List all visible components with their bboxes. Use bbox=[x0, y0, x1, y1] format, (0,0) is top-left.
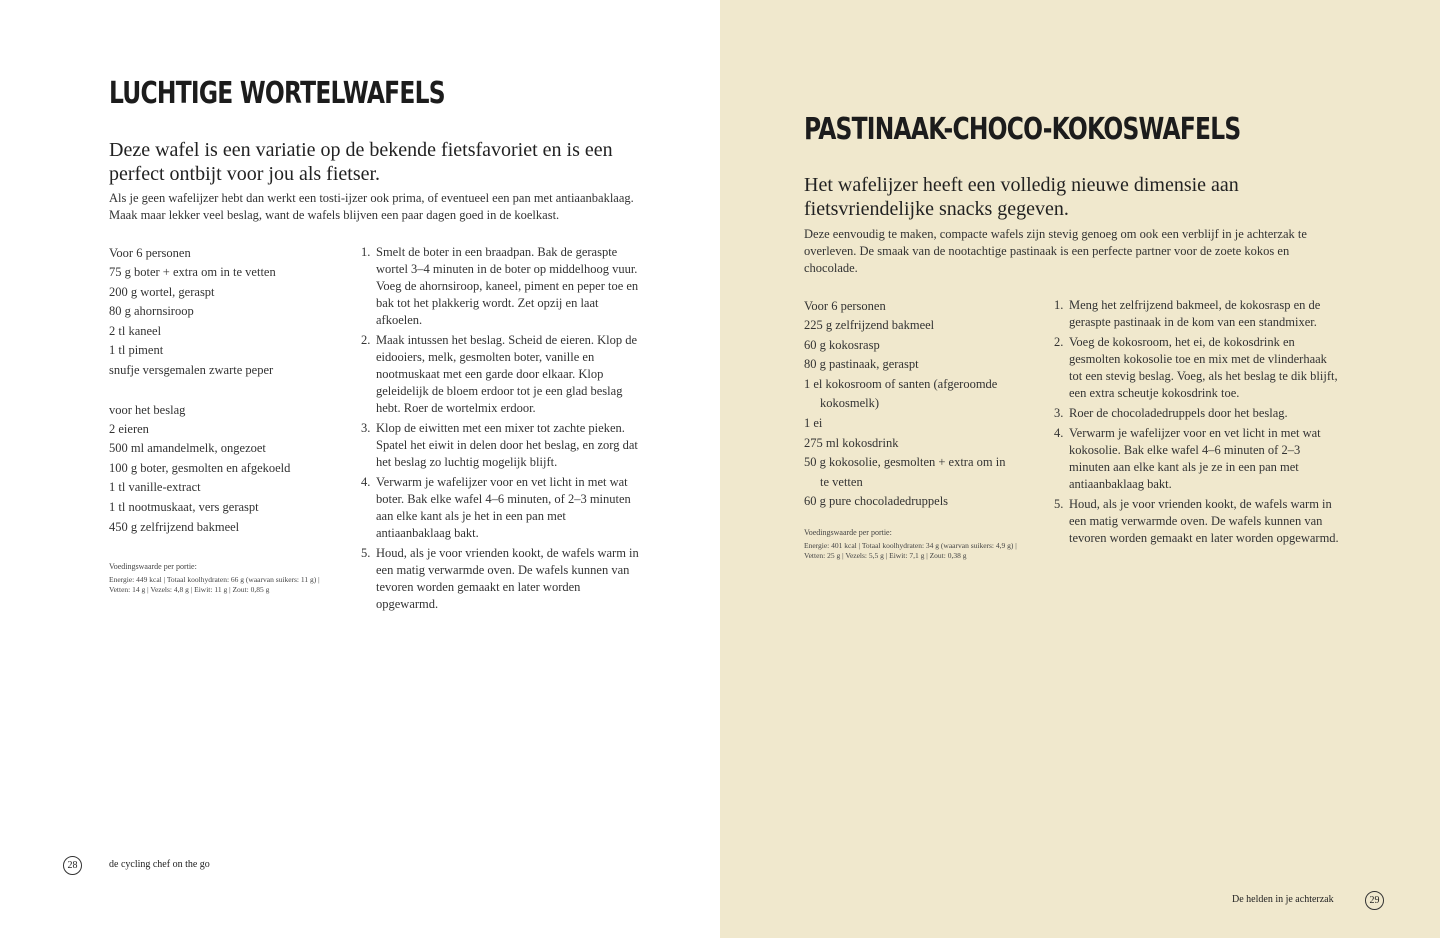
step-text: Verwarm je wafelijzer voor en vet licht in met wat boter. Bak elke wafel 4–6 minuten, of 2–3 minuten aan elke kant als je het in een pan met antiaanbaklaag bakt. bbox=[376, 475, 631, 540]
recipe-title: LUCHTIGE WORTELWAFELS bbox=[109, 76, 445, 111]
page-number: 29 bbox=[1365, 891, 1384, 910]
ingredient-item bbox=[804, 414, 1034, 434]
recipe-intro: Als je geen wafelijzer hebt dan werkt een tosti-ijzer ook prima, of eventueel een pan met antiaanbaklaag. Maak maar lekker veel beslag, want de wafels blijven een paar dagen goed in de koelkast. bbox=[109, 191, 634, 222]
nutrition-info bbox=[804, 527, 1024, 561]
ingredient-text-continued: kokosmelk) bbox=[820, 396, 880, 411]
step-text: Houd, als je voor vrienden kookt, de wafels warm in een matig verwarmde oven. De wafels kunnen van tevoren worden gemaakt en later worden opgewarmd. bbox=[1069, 497, 1339, 545]
nutrition-heading: Voedingswaarde per portie: bbox=[109, 562, 197, 571]
right-page bbox=[720, 0, 1440, 938]
step-text: Roer de chocoladedruppels door het beslag. bbox=[1069, 406, 1288, 420]
method-step bbox=[361, 244, 641, 329]
recipe-intro: Deze eenvoudig te maken, compacte wafels zijn stevig genoeg om ook een verblijf in je achterzak te overleven. De smaak van de nootachtige pastinaak is een perfecte partner voor de zoete kokos en chocolade. bbox=[804, 227, 1307, 275]
ingredient-item: 80 g ahornsiroop bbox=[109, 304, 194, 319]
method-step bbox=[361, 474, 641, 542]
step-text: Meng het zelfrijzend bakmeel, de kokosrasp en de geraspte pastinaak in de kom van een standmixer. bbox=[1069, 298, 1321, 329]
ingredient-item bbox=[804, 453, 1034, 492]
page-number: 28 bbox=[63, 856, 82, 875]
step-text: Klop de eiwitten met een mixer tot zachte pieken. Spatel het eiwit in delen door het beslag, en zorg dat het beslag zo luchtig mogelijk blijft. bbox=[376, 421, 638, 469]
ingredient-item: 1 tl nootmuskaat, vers geraspt bbox=[109, 499, 259, 514]
step-text: Smelt de boter in een braadpan. Bak de geraspte wortel 3–4 minuten in de boter op middelhoog vuur. Voeg de ahornsiroop, kaneel, piment en peper toe en bak tot het plakkerig wordt. Zet opzij en laat afkoelen. bbox=[376, 245, 639, 327]
ingredient-text: 1 ei bbox=[804, 415, 823, 430]
nutrition-values: Energie: 449 kcal | Totaal koolhydraten: 66 g (waarvan suikers: 11 g) | Vetten: 14 g | Vezels: 4,8 g | Eiwit: 11 g | Zout: 0,85 g bbox=[109, 575, 320, 594]
step-number: 1. bbox=[1054, 298, 1064, 312]
ingredient-item: 450 g zelfrijzend bakmeel bbox=[109, 519, 240, 534]
step-text: Voeg de kokosroom, het ei, de kokosdrink en gesmolten kokosolie toe en mix met de vlinderhaak tot een stevig beslag. Voeg, als het beslag te dik blijft, een extra scheutje kokosdrink toe. bbox=[1069, 335, 1338, 400]
ingredient-item bbox=[804, 375, 1034, 414]
ingredient-list bbox=[804, 296, 1034, 512]
recipe-title: PASTINAAK-CHOCO-KOKOSWAFELS bbox=[804, 112, 1241, 147]
ingredient-text: 1 el kokosroom of santen (afgeroomde bbox=[804, 376, 998, 391]
recipe-lead: Het wafelijzer heeft een volledig nieuwe dimensie aan fietsvriendelijke snacks gegeven. bbox=[804, 174, 1239, 220]
ingredient-item: 100 g boter, gesmolten en afgekoeld bbox=[109, 460, 291, 475]
list-spacer bbox=[109, 381, 339, 400]
step-number: 3. bbox=[1054, 406, 1064, 420]
step-number: 2. bbox=[1054, 335, 1064, 349]
ingredient-text: 275 ml kokosdrink bbox=[804, 435, 899, 450]
nutrition-heading: Voedingswaarde per portie: bbox=[804, 528, 892, 537]
ingredients-heading: Voor 6 personen bbox=[804, 299, 886, 313]
ingredient-item: snufje versgemalen zwarte peper bbox=[109, 362, 274, 377]
step-number: 1. bbox=[361, 245, 371, 259]
ingredient-item: 2 eieren bbox=[109, 421, 149, 436]
ingredient-item bbox=[804, 336, 1034, 356]
ingredient-text: 80 g pastinaak, geraspt bbox=[804, 357, 919, 372]
ingredient-item bbox=[804, 492, 1034, 512]
ingredient-item: 200 g wortel, geraspt bbox=[109, 284, 215, 299]
nutrition-values: Energie: 401 kcal | Totaal koolhydraten: 34 g (waarvan suikers: 4,9 g) | Vetten: 25 g | Vezels: 5,5 g | Eiwit: 7,1 g | Zout: 0,38 g bbox=[804, 541, 1017, 560]
step-number: 5. bbox=[1054, 497, 1064, 511]
method-step bbox=[1054, 405, 1339, 422]
recipe-lead: Deze wafel is een variatie op de bekende fietsfavoriet en is een perfect ontbijt voor jou als fietser. bbox=[109, 139, 613, 185]
step-number: 2. bbox=[361, 333, 371, 347]
method-steps bbox=[1054, 297, 1339, 550]
ingredient-item: 1 tl piment bbox=[109, 343, 164, 358]
ingredient-item bbox=[804, 316, 1034, 336]
ingredient-text: 225 g zelfrijzend bakmeel bbox=[804, 318, 935, 332]
step-number: 3. bbox=[361, 421, 371, 435]
nutrition-info bbox=[109, 561, 324, 595]
step-number: 4. bbox=[1054, 426, 1064, 440]
ingredient-item bbox=[804, 355, 1034, 375]
batter-heading: voor het beslag bbox=[109, 402, 186, 417]
ingredient-text: 60 g kokosrasp bbox=[804, 337, 880, 352]
method-step bbox=[1054, 425, 1339, 493]
ingredient-text: 50 g kokosolie, gesmolten + extra om in bbox=[804, 455, 1006, 470]
step-number: 4. bbox=[361, 475, 371, 489]
running-footer: de cycling chef on the go bbox=[109, 859, 210, 870]
method-step bbox=[361, 420, 641, 471]
method-step bbox=[1054, 334, 1339, 402]
step-text: Maak intussen het beslag. Scheid de eieren. Klop de eidooiers, melk, gesmolten boter, vanille en nootmuskaat met een garde door elkaar. Klop geleidelijk de bloem erdoor tot je een glad beslag hebt. Roer de wortelmix erdoor. bbox=[376, 333, 638, 415]
running-footer: De helden in je achterzak bbox=[1232, 894, 1334, 905]
ingredient-text-continued: te vetten bbox=[820, 474, 863, 489]
ingredient-item: 500 ml amandelmelk, ongezoet bbox=[109, 441, 266, 456]
ingredient-item bbox=[804, 434, 1034, 454]
method-step bbox=[1054, 297, 1339, 331]
method-step bbox=[361, 332, 641, 417]
ingredient-list bbox=[109, 243, 339, 537]
ingredient-item: 75 g boter + extra om in te vetten bbox=[109, 265, 276, 279]
method-step bbox=[1054, 496, 1339, 547]
step-number: 5. bbox=[361, 546, 371, 560]
ingredient-text: 60 g pure chocoladedruppels bbox=[804, 494, 949, 509]
ingredient-item: 2 tl kaneel bbox=[109, 323, 162, 338]
ingredient-item: 1 tl vanille-extract bbox=[109, 480, 201, 495]
step-text: Verwarm je wafelijzer voor en vet licht in met wat kokosolie. Bak elke wafel 4–6 minuten of 2–3 minuten aan elke kant als je ze in een pan met antiaanbaklaag bakt. bbox=[1069, 426, 1321, 491]
ingredients-heading: Voor 6 personen bbox=[109, 246, 191, 260]
step-text: Houd, als je voor vrienden kookt, de wafels warm in een matig verwarmde oven. De wafels kunnen van tevoren worden gemaakt en later worden opgewarmd. bbox=[376, 546, 639, 611]
method-steps bbox=[361, 244, 641, 616]
method-step bbox=[361, 545, 641, 613]
